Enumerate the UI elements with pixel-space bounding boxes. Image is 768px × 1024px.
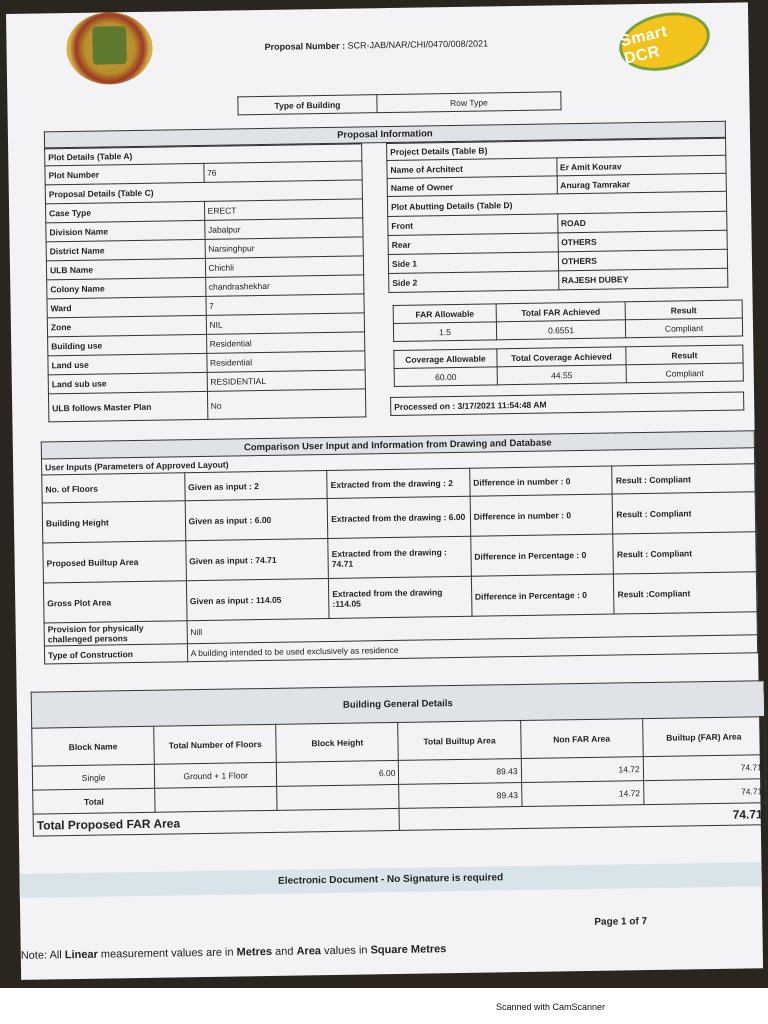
gross-plot-label: Gross Plot Area xyxy=(43,581,186,623)
total-proposed-far-label: Total Proposed FAR Area xyxy=(33,808,400,836)
ulb-name-value: Chichli xyxy=(205,256,364,277)
side-1-value: OTHERS xyxy=(558,249,728,271)
total-builtup-header: Total Builtup Area xyxy=(398,721,521,761)
builtup-far-header: Builtup (FAR) Area xyxy=(642,717,765,757)
far-result-value: Compliant xyxy=(625,318,742,338)
electronic-document-banner: Electronic Document - No Signature is required xyxy=(20,862,762,898)
front-label: Front xyxy=(388,214,558,236)
proposal-number: Proposal Number : SCR-JAB/NAR/CHI/0470/008/2021 xyxy=(264,38,489,52)
floors-difference: Difference in number : 0 xyxy=(469,466,612,496)
case-type-value: ERECT xyxy=(204,199,363,220)
land-use-value: Residential xyxy=(206,351,365,372)
block-name-header: Block Name xyxy=(32,726,155,766)
builtup-label: Proposed Builtup Area xyxy=(43,541,186,583)
architect-value: Er Amit Kourav xyxy=(556,155,726,176)
colony-name-label: Colony Name xyxy=(47,277,206,298)
measurement-note: Note: All Linear measurement values are in Metres and Area values in Square Metres xyxy=(20,943,447,962)
builtup-difference: Difference in Percentage : 0 xyxy=(471,534,614,576)
coverage-table xyxy=(393,344,744,386)
master-plan-label: ULB follows Master Plan xyxy=(48,391,207,421)
plot-number-value: 76 xyxy=(203,161,362,182)
height-extracted: Extracted from the drawing : 6.00 xyxy=(327,496,470,538)
proposal-info-title: Proposal Information xyxy=(44,121,725,148)
total-floors-empty xyxy=(155,786,278,812)
smart-dcr-logo: Smart DCR xyxy=(613,4,715,79)
master-plan-value: No xyxy=(207,389,366,419)
plot-details-table xyxy=(44,143,366,422)
building-type-value: Row Type xyxy=(377,92,561,113)
coverage-allowable-value: 60.00 xyxy=(394,367,497,387)
zone-label: Zone xyxy=(47,315,206,336)
builtup-given: Given as input : 74.71 xyxy=(185,539,328,581)
far-allowable-value: 1.5 xyxy=(393,322,496,342)
building-general-title: Building General Details xyxy=(31,681,764,729)
height-result: Result : Compliant xyxy=(612,492,755,534)
coverage-allowable-header: Coverage Allowable xyxy=(394,349,497,369)
coverage-result-value: Compliant xyxy=(626,363,743,383)
gross-plot-given: Given as input : 114.05 xyxy=(186,579,329,621)
district-name-value: Narsinghpur xyxy=(205,237,364,258)
table-b-title: Project Details (Table B) xyxy=(387,138,726,160)
district-name-label: District Name xyxy=(46,239,205,260)
block-height-header: Block Height xyxy=(276,722,399,762)
gross-plot-difference: Difference in Percentage : 0 xyxy=(471,574,614,616)
total-height-empty xyxy=(277,784,400,810)
total-builtup-sum: 89.43 xyxy=(399,783,522,809)
total-builtup-value: 89.43 xyxy=(399,759,522,785)
total-non-far-sum: 14.72 xyxy=(521,781,644,807)
comparison-title: Comparison User Input and Information from Drawing and Database xyxy=(41,431,754,459)
table-d-title: Plot Abutting Details (Table D) xyxy=(387,191,726,216)
total-proposed-far-value: 74.71 xyxy=(399,803,766,831)
building-type-table xyxy=(237,91,561,115)
plot-number-label: Plot Number xyxy=(45,163,204,184)
height-given: Given as input : 6.00 xyxy=(185,499,328,541)
provision-value: Nill xyxy=(187,612,758,644)
ward-value: 7 xyxy=(205,294,364,315)
zone-value: NIL xyxy=(206,313,365,334)
building-type-label: Type of Building xyxy=(238,95,377,115)
owner-label: Name of Owner xyxy=(387,176,557,197)
colony-name-value: chandrashekhar xyxy=(205,275,364,296)
page-number: Page 1 of 7 xyxy=(594,916,648,928)
floors-result: Result : Compliant xyxy=(612,464,755,494)
scanner-watermark: Scanned with CamScanner xyxy=(496,1002,606,1012)
floors-label: No. of Floors xyxy=(42,473,185,503)
far-achieved-header: Total FAR Achieved xyxy=(496,302,625,322)
architect-label: Name of Architect xyxy=(387,158,557,179)
far-table xyxy=(393,299,744,341)
far-result-header: Result xyxy=(625,300,742,320)
floors-given: Given as input : 2 xyxy=(184,471,327,501)
builtup-far-value: 74.71 xyxy=(643,755,766,781)
case-type-label: Case Type xyxy=(45,201,204,222)
floors-extracted: Extracted from the drawing : 2 xyxy=(327,468,470,498)
processed-table xyxy=(390,391,744,416)
far-achieved-value: 0.6551 xyxy=(496,320,625,340)
builtup-result: Result : Compliant xyxy=(613,532,756,574)
far-allowable-header: FAR Allowable xyxy=(393,304,496,324)
gross-plot-result: Result :Compliant xyxy=(614,572,757,614)
total-floors-value: Ground + 1 Floor xyxy=(154,762,277,788)
non-far-value: 14.72 xyxy=(521,757,644,783)
ward-label: Ward xyxy=(47,296,206,317)
ulb-name-label: ULB Name xyxy=(46,258,205,279)
coverage-achieved-header: Total Coverage Achieved xyxy=(497,347,626,367)
document-page xyxy=(6,2,763,980)
state-emblem-icon xyxy=(66,12,153,85)
block-height-value: 6.00 xyxy=(277,760,400,786)
front-value: ROAD xyxy=(557,211,727,233)
builtup-extracted: Extracted from the drawing : 74.71 xyxy=(328,536,471,578)
table-c-title: Proposal Details (Table C) xyxy=(45,180,362,204)
side-2-label: Side 2 xyxy=(389,271,559,293)
table-a-title: Plot Details (Table A) xyxy=(45,144,362,166)
construction-label: Type of Construction xyxy=(44,644,187,664)
land-sub-use-label: Land sub use xyxy=(48,372,207,393)
building-use-label: Building use xyxy=(48,334,207,355)
division-name-label: Division Name xyxy=(46,220,205,241)
height-label: Building Height xyxy=(42,501,185,543)
building-general-table xyxy=(31,680,767,837)
scanner-strip xyxy=(0,988,768,1024)
total-label: Total xyxy=(33,788,156,814)
side-1-label: Side 1 xyxy=(388,252,558,274)
comparison-subtitle: User Inputs (Parameters of Approved Layout) xyxy=(41,448,754,475)
project-details-table xyxy=(386,138,728,293)
rear-label: Rear xyxy=(388,233,558,255)
owner-value: Anurag Tamrakar xyxy=(557,173,727,194)
height-difference: Difference in number : 0 xyxy=(470,494,613,536)
rear-value: OTHERS xyxy=(558,230,728,252)
land-sub-use-value: RESIDENTIAL xyxy=(207,370,366,391)
provision-label: Provision for physically challenged persons xyxy=(44,621,187,646)
gross-plot-extracted: Extracted from the drawing :114.05 xyxy=(329,576,472,618)
land-use-label: Land use xyxy=(48,353,207,374)
total-floors-header: Total Number of Floors xyxy=(154,724,277,764)
coverage-result-header: Result xyxy=(626,345,743,365)
processed-on: Processed on : 3/17/2021 11:54:48 AM xyxy=(391,392,744,416)
side-2-value: RAJESH DUBEY xyxy=(558,268,728,290)
construction-value: A building intended to be used exclusively as residence xyxy=(187,635,758,662)
division-name-value: Jabalpur xyxy=(204,218,363,239)
coverage-achieved-value: 44.55 xyxy=(497,365,626,385)
comparison-table xyxy=(41,430,758,664)
block-name-value: Single xyxy=(32,764,155,790)
non-far-header: Non FAR Area xyxy=(520,719,643,759)
building-use-value: Residential xyxy=(206,332,365,353)
total-builtup-far-sum: 74.71 xyxy=(643,779,766,805)
